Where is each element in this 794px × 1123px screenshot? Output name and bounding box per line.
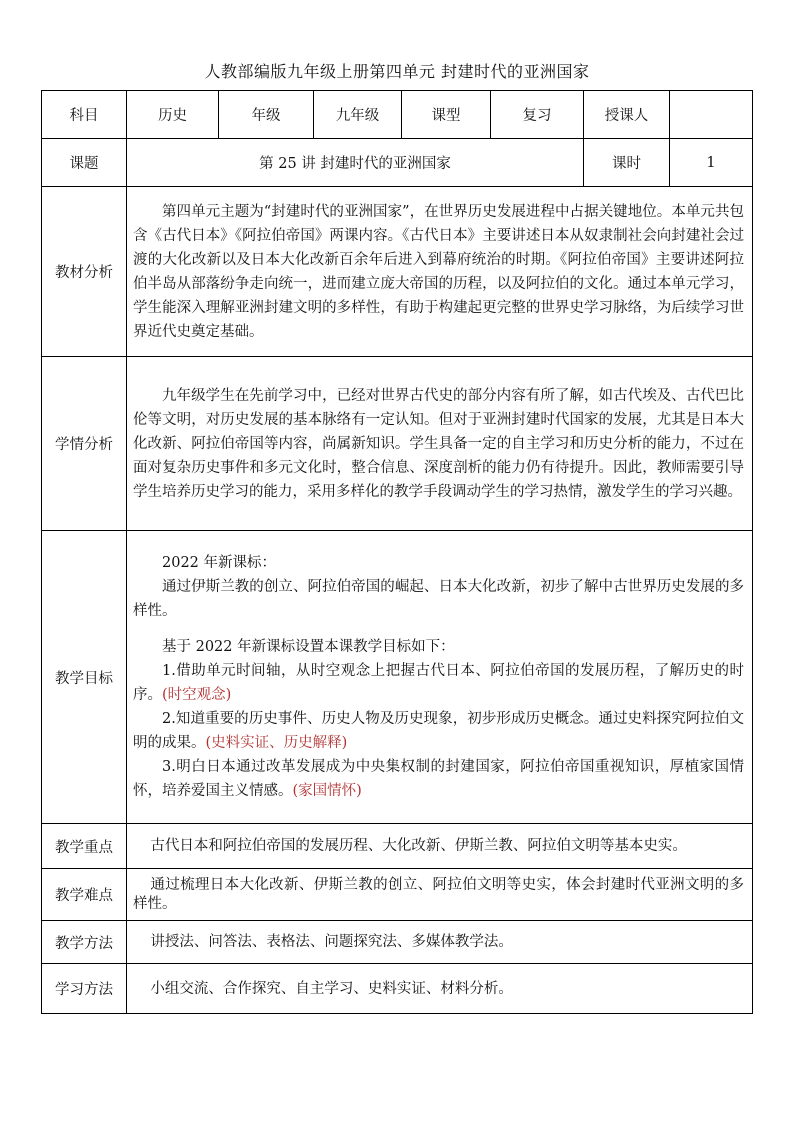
learning-methods-text: 小组交流、合作探究、自主学习、史料实证、材料分析。	[150, 980, 513, 997]
difficult-points-label: 教学难点	[42, 869, 127, 921]
learner-analysis-row	[42, 357, 753, 531]
document-title: 人教部编版九年级上册第四单元 封建时代的亚洲国家	[204, 62, 590, 81]
textbook-analysis-label: 教材分析	[42, 187, 127, 357]
teaching-methods-row	[42, 921, 753, 964]
goal-tag-3: (家国情怀)	[292, 783, 362, 799]
subject-value: 历史	[127, 91, 219, 139]
learner-analysis-text: 九年级学生在先前学习中，已经对世界古代史的部分内容有所了解，如古代埃及、古代巴比伦等文明，对历史发展的基本脉络有一定认知。但对于亚洲封建时代国家的发展，尤其是日本大化改新、阿拉伯帝国等内容，尚属新知识。学生具备一定的自主学习和历史分析的能力，不过在面对复杂历史事件和多元文化时，整合信息、深度剖析的能力仍有待提升。因此，教师需要引导学生培养历史学习的能力，采用多样化的教学手段调动学生的学习热情，激发学生的学习兴趣。	[133, 387, 744, 500]
grade-value: 九年级	[314, 91, 402, 139]
type-value: 复习	[491, 91, 584, 139]
goals-intro: 基于 2022 年新课标设置本课教学目标如下：	[162, 639, 455, 655]
type-label: 课型	[402, 91, 491, 139]
hours-value: 1	[670, 139, 753, 187]
textbook-analysis-row	[42, 187, 753, 357]
teacher-value	[670, 91, 753, 139]
topic-value: 第 25 讲 封建时代的亚洲国家	[127, 139, 584, 187]
key-points-text: 古代日本和阿拉伯帝国的发展历程、大化改新、伊斯兰教、阿拉伯文明等基本史实。	[150, 838, 687, 854]
learner-analysis-label: 学情分析	[42, 357, 127, 531]
teaching-methods-text: 讲授法、问答法、表格法、问题探究法、多媒体教学法。	[150, 934, 513, 950]
key-points-row	[42, 824, 753, 869]
learning-methods-label: 学习方法	[42, 964, 127, 1014]
goals-row	[42, 531, 753, 824]
goal-tag-1: (时空观念)	[162, 687, 232, 703]
teacher-label: 授课人	[584, 91, 670, 139]
textbook-analysis-text: 第四单元主题为“封建时代的亚洲国家”，在世界历史发展进程中占据关键地位。本单元共包含《古代日本》《阿拉伯帝国》两课内容。《古代日本》主要讲述日本从奴隶制社会向封建社会过渡的大化改新以及日本大化改新百余年后进入到幕府统治的时期。《阿拉伯帝国》主要讲述阿拉伯半岛从部落纷争走向统一，进而建立庞大帝国的历程，以及阿拉伯的文化。通过本单元学习，学生能深入理解亚洲封建文明的多样性，有助于构建起更完整的世界史学习脉络，为后续学习世界近代史奠定基础。	[133, 203, 744, 340]
key-points-label: 教学重点	[42, 824, 127, 869]
goal-item-2: 2.知道重要的历史事件、历史人物及历史现象，初步形成历史概念。通过史料探究阿拉伯文明的成果。(史料实证、历史解释)	[133, 711, 744, 751]
header-row	[42, 91, 753, 139]
grade-label: 年级	[219, 91, 314, 139]
teaching-methods-label: 教学方法	[42, 921, 127, 964]
goals-label: 教学目标	[42, 531, 127, 824]
standard-text: 通过伊斯兰教的创立、阿拉伯帝国的崛起、日本大化改新，初步了解中古世界历史发展的多样性。	[133, 579, 744, 619]
goal-tag-2: (史料实证、历史解释)	[205, 735, 348, 751]
subject-label: 科目	[42, 91, 127, 139]
hours-label: 课时	[584, 139, 670, 187]
difficult-points-text: 通过梳理日本大化改新、伊斯兰教的创立、阿拉伯文明等史实，体会封建时代亚洲文明的多样性。	[133, 876, 744, 912]
goal-item-1: 1.借助单元时间轴，从时空观念上把握古代日本、阿拉伯帝国的发展历程，了解历史的时序。(时空观念)	[133, 663, 744, 703]
topic-label: 课题	[42, 139, 127, 187]
learning-methods-row	[42, 964, 753, 1014]
goal-item-3: 3.明白日本通过改革发展成为中央集权制的封建国家，阿拉伯帝国重视知识，厚植家国情怀，培养爱国主义情感。(家国情怀)	[133, 759, 744, 799]
lesson-plan-table	[41, 90, 753, 1014]
difficult-points-row	[42, 869, 753, 921]
standard-heading: 2022 年新课标：	[162, 555, 277, 571]
topic-row	[42, 139, 753, 187]
